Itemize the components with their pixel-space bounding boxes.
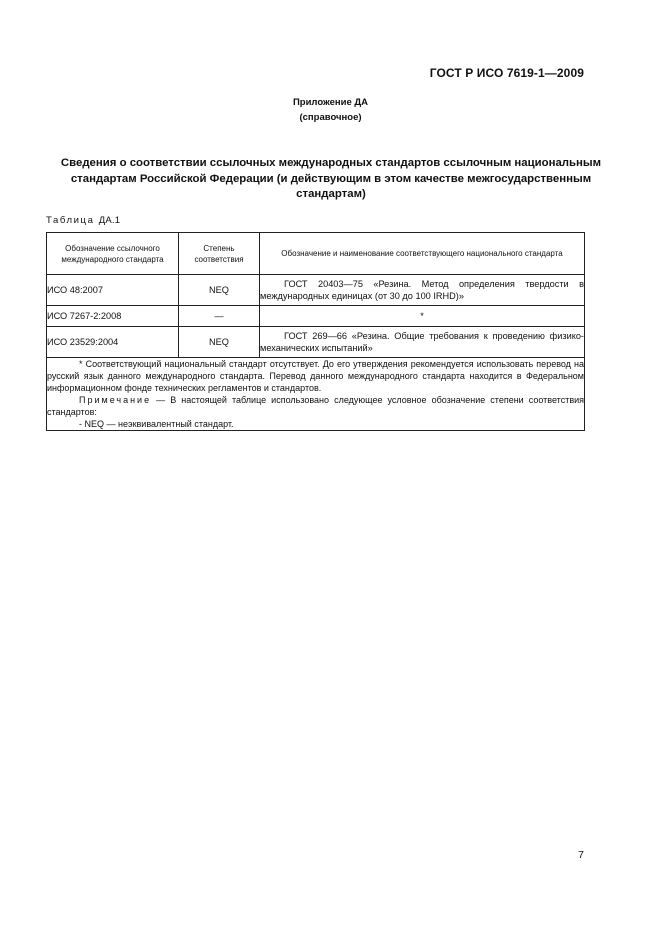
appendix-title: Приложение ДА xyxy=(292,97,369,108)
document-title: Сведения о соответствии ссылочных международных стандартов ссылочным национальным стандартам Российской Федерации (и действующим в этом качестве межгосударственным стандартам) xyxy=(60,157,602,200)
row-national-standard xyxy=(260,275,585,306)
row-national-text: ГОСТ 269—66 «Резина. Общие требования к проведению физико-механических испытаний» xyxy=(260,331,584,353)
header-degree: Степень соответствия xyxy=(179,233,260,275)
table-row xyxy=(47,327,585,358)
row-intl-standard: ИСО 23529:2004 xyxy=(47,327,179,358)
row-degree: NEQ xyxy=(179,275,260,306)
table-notes-row xyxy=(47,358,585,431)
document-code: ГОСТ Р ИСО 7619-1—2009 xyxy=(429,66,584,80)
table-row xyxy=(47,306,585,327)
table-header-row xyxy=(47,233,585,275)
legend: - NEQ — неэквивалентный стандарт. xyxy=(79,419,234,429)
table-caption-number: ДА.1 xyxy=(98,215,121,226)
header-intl-standard: Обозначение ссылочного международного стандарта xyxy=(47,233,179,275)
table-caption-word: Таблица xyxy=(46,215,95,226)
footnote: * Соответствующий национальный стандарт отсутствует. До его утверждения рекомендуется использовать перевод на русский язык данного международного стандарта. Перевод данного международного стандарта находится в Федеральном информационном фонде технических регламентов и стандартов. xyxy=(47,359,584,393)
row-national-standard xyxy=(260,327,585,358)
row-degree: NEQ xyxy=(179,327,260,358)
table-notes xyxy=(47,358,585,431)
appendix-heading xyxy=(0,95,661,125)
appendix-subtitle: (справочное) xyxy=(299,112,362,123)
header-national-standard: Обозначение и наименование соответствующего национального стандарта xyxy=(260,233,585,275)
table-caption xyxy=(46,215,120,226)
page-number: 7 xyxy=(578,849,584,861)
table-row xyxy=(47,275,585,306)
note-text: — В настоящей таблице использовано следующее условное обозначение степени соответствия стандартов: xyxy=(47,395,584,417)
note xyxy=(47,394,584,418)
row-intl-standard: ИСО 7267-2:2008 xyxy=(47,306,179,327)
row-degree: — xyxy=(179,306,260,327)
row-national-text: ГОСТ 20403—75 «Резина. Метод определения твердости в международных единицах (от 30 до 100 IRHD)» xyxy=(260,279,584,301)
note-label: Примечание xyxy=(79,395,152,405)
row-national-standard: * xyxy=(260,306,585,327)
row-intl-standard: ИСО 48:2007 xyxy=(47,275,179,306)
compliance-table xyxy=(46,232,585,431)
